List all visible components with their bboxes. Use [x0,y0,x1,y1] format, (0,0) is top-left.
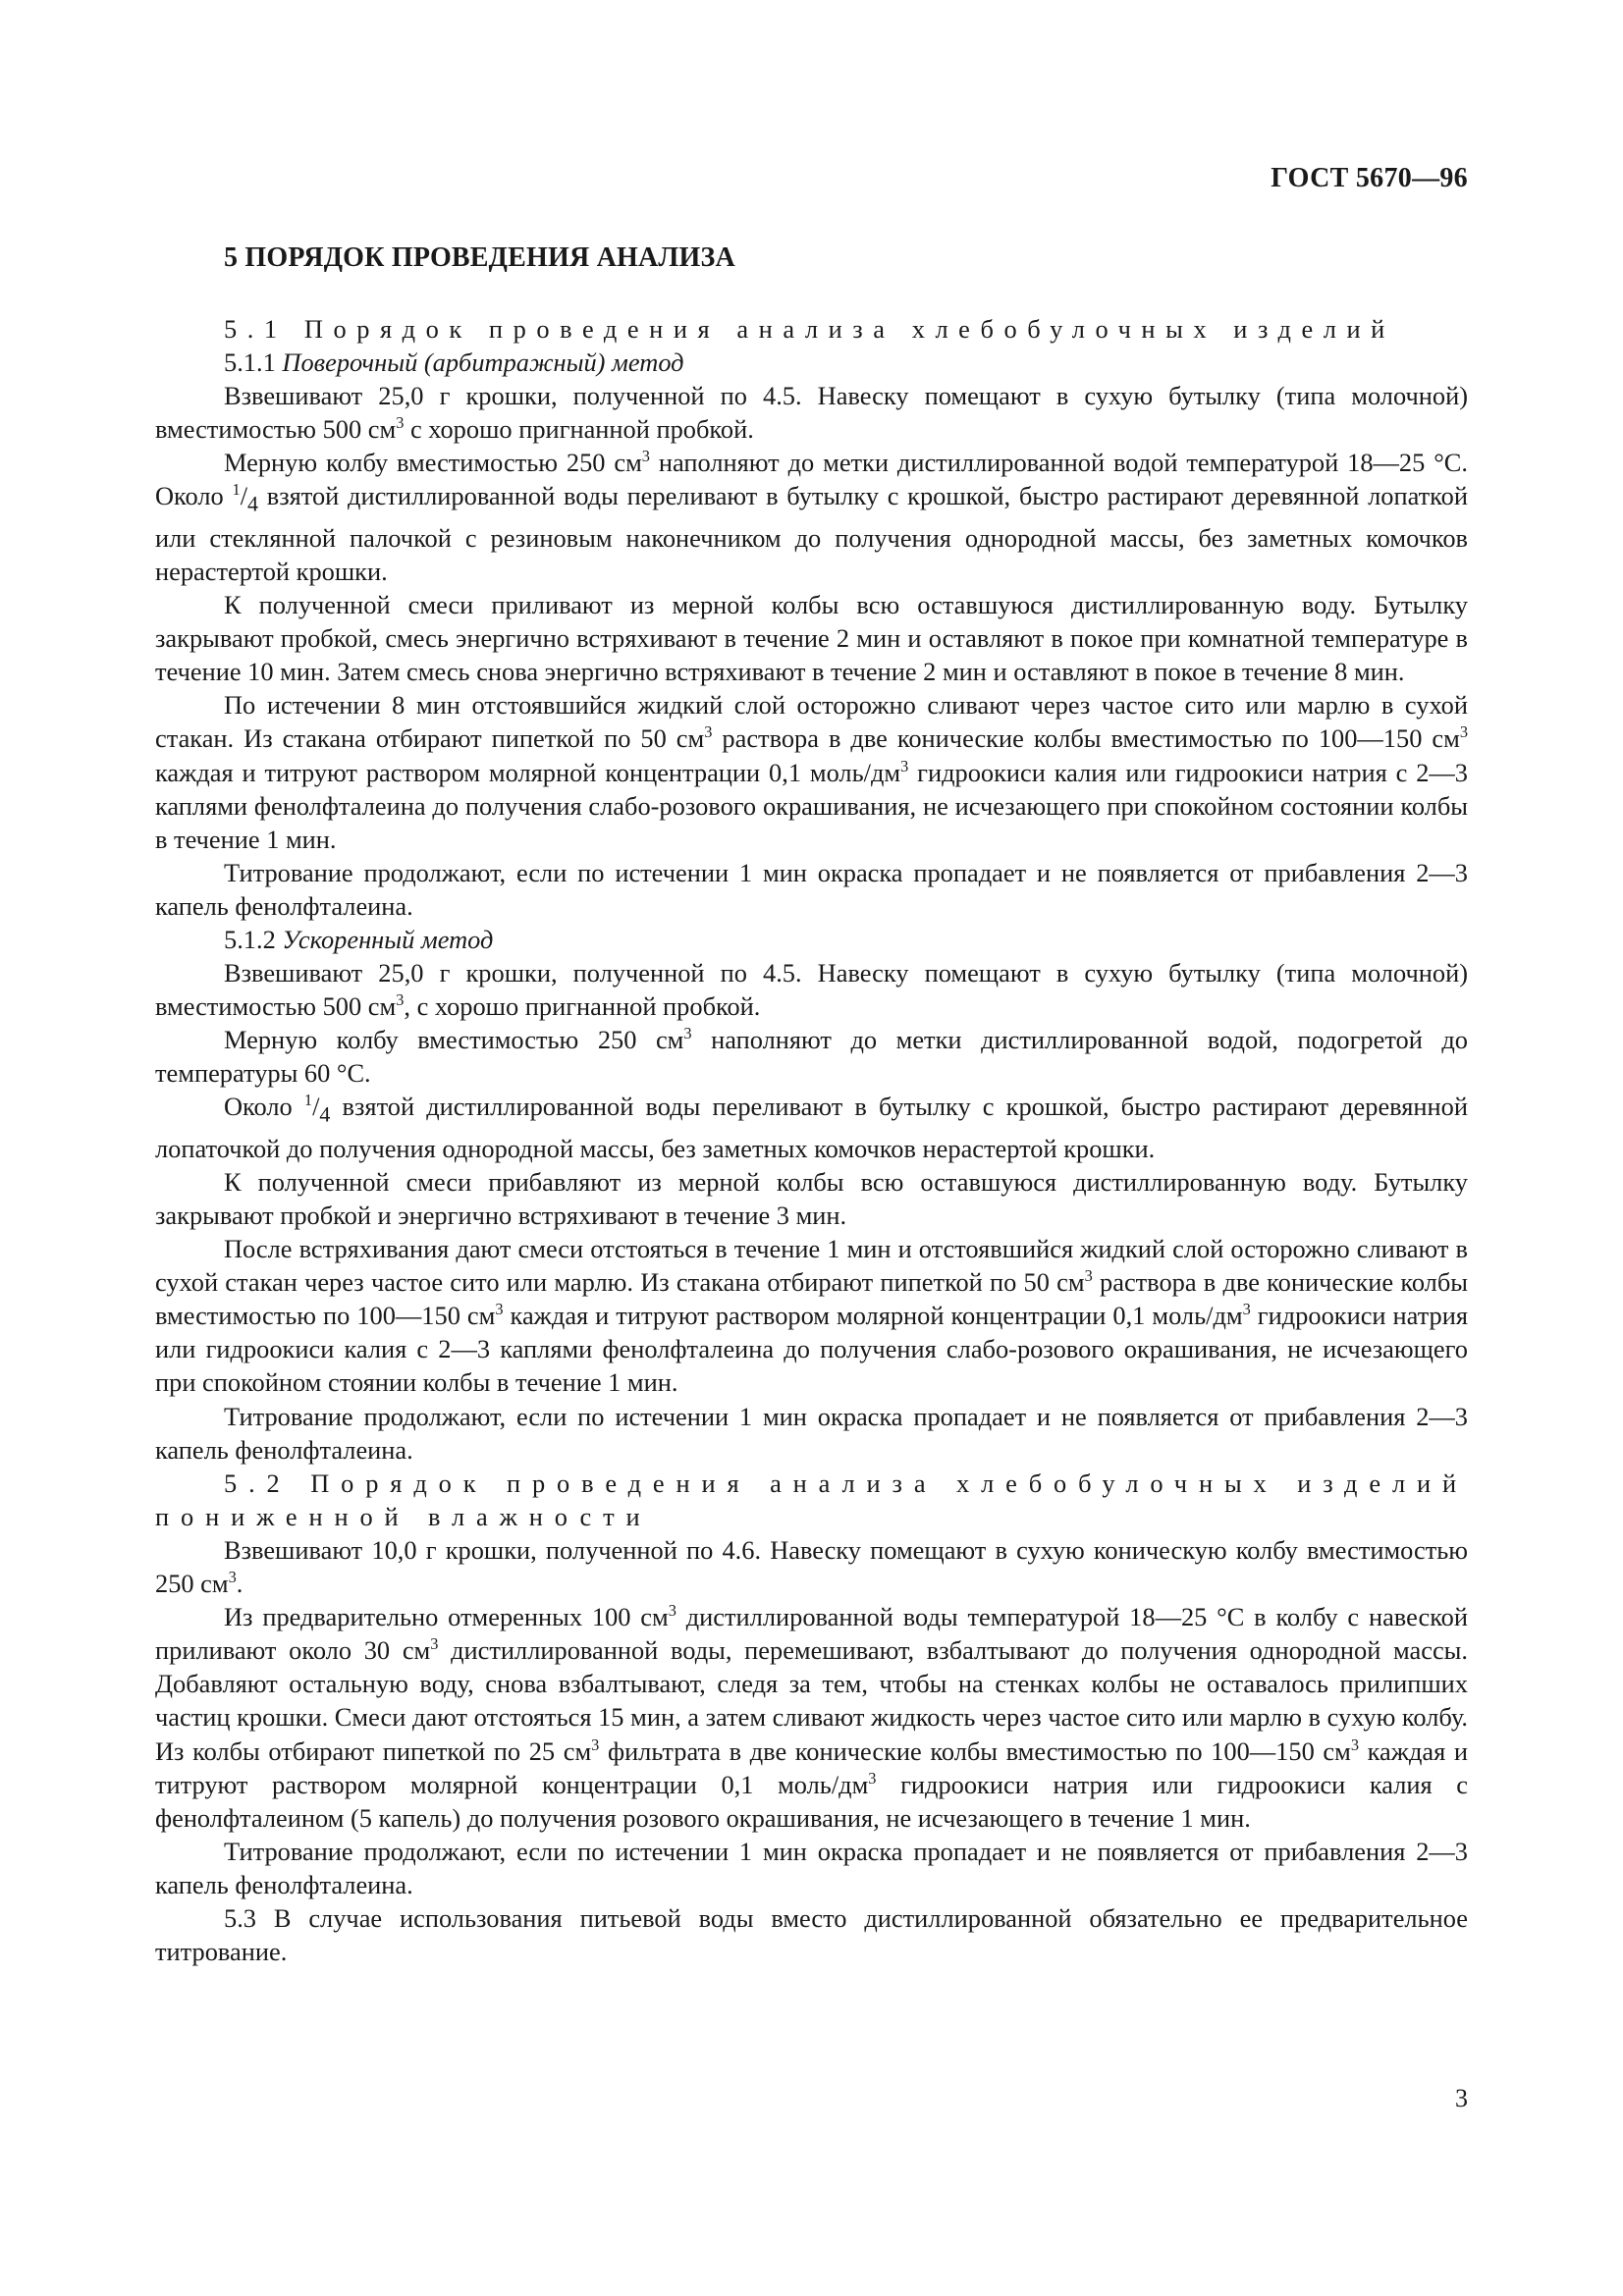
paragraph: Взвешивают 25,0 г крошки, полученной по 4.5. Навеску помещают в сухую бутылку (типа молочной) вместимостью 500 $см^3$ с хорошо пригнанной пробкой. [155,381,1468,445]
paragraph: Мерную колбу вместимостью 250 $см^3$ наполняют до метки дистиллированной водой температурой 18—25 °С. Около $^1/_4$ взятой дистиллированной воды переливают в бутылку с крошкой, быстро растирают деревянной лопаткой или стеклянной палочкой с резиновым наконечником до получения однородной массы, без заметных комочков нерастертой крошки. [155,447,1468,586]
paragraph: Взвешивают 25,0 г крошки, полученной по 4.5. Навеску помещают в сухую бутылку (типа молочной) вместимостью 500 $см^3$, с хорошо пригнанной пробкой. [155,958,1468,1022]
paragraph: 5.2 Порядок проведения анализа хлебобулочных изделий пониженной влажности [155,1468,1468,1531]
paragraph: 5.1 Порядок проведения анализа хлебобулочных изделий [224,314,1395,344]
paragraph: 5.1.2 Ускоренный метод [224,924,494,954]
paragraph: Из предварительно отмеренных 100 $см^3$ дистиллированной воды температурой 18—25 °С в колбу с навеской приливают около 30 $см^3$ дистиллированной воды, перемешивают, взбалтывают до получения однородной массы. Добавляют остальную воду, снова взбалтывают, следя за тем, чтобы на стенках колбы не оставалось прилипших частиц крошки. Смеси дают отстояться 15 мин, а затем сливают жидкость через частое сито или марлю в сухую колбу. Из колбы отбирают пипеткой по 25 $см^3$ фильтрата в две конические колбы вместимостью по 100—150 $см^3$ каждая и титруют раствором молярной концентрации 0,1 моль/$дм^3$ гидроокиси натрия или гидроокиси калия с фенолфталеином (5 капель) до получения розового окрашивания, не исчезающего в течение 1 мин. [155,1600,1469,1833]
paragraph: 5.3 В случае использования питьевой воды вместо дистиллированной обязательно ее предварительное титрование. [155,1902,1468,1967]
paragraph: Титрование продолжают, если по истечении 1 мин окраска пропадает и не появляется от прибавления 2—3 капель фенолфталеина. [155,857,1468,921]
paragraph: К полученной смеси прибавляют из мерной колбы всю оставшуюся дистиллированную воду. Бутылку закрывают пробкой и энергично встряхивают в течение 3 мин. [155,1166,1468,1230]
paragraph: К полученной смеси приливают из мерной колбы всю оставшуюся дистиллированную воду. Бутылку закрывают пробкой, смесь энергично встряхивают в течение 2 мин и оставляют в покое при комнатной температуре в течение 10 мин. Затем смесь снова энергично встряхивают в течение 2 мин и оставляют в покое в течение 8 мин. [155,590,1468,687]
paragraph: После встряхивания дают смеси отстояться в течение 1 мин и отстоявшийся жидкий слой осторожно сливают в сухой стакан через частое сито или марлю. Из стакана отбирают пипеткой по 50 $см^3$ раствора в две конические колбы вместимостью по 100—150 $см^3$ каждая и титруют раствором молярной концентрации 0,1 моль/$дм^3$ гидроокиси натрия или гидроокиси калия с 2—3 каплями фенолфталеина до получения слабо-розового окрашивания, не исчезающего при спокойном стоянии колбы в течение 1 мин. [155,1234,1469,1398]
paragraph: Около $^1/_4$ взятой дистиллированной воды переливают в бутылку с крошкой, быстро растирают деревянной лопаточкой до получения однородной массы, без заметных комочков нерастертой крошки. [155,1091,1468,1163]
paragraph: Титрование продолжают, если по истечении 1 мин окраска пропадает и не появляется от прибавления 2—3 капель фенолфталеина. [155,1836,1468,1899]
paragraph: Мерную колбу вместимостью 250 $см^3$ наполняют до метки дистиллированной водой, подогретой до температуры 60 °С. [155,1024,1468,1089]
document-body [155,312,1468,1968]
paragraph: 5.1.1 Поверочный (арбитражный) метод [224,347,684,378]
page-number: 3 [1455,2084,1468,2112]
paragraph: Титрование продолжают, если по истечении 1 мин окраска пропадает и не появляется от прибавления 2—3 капель фенолфталеина. [155,1401,1468,1465]
document-code: ГОСТ 5670—96 [1271,163,1468,193]
paragraph: Взвешивают 10,0 г крошки, полученной по 4.6. Навеску помещают в сухую коническую колбу вместимостью 250 $см^3$. [155,1534,1468,1599]
section-title: 5 ПОРЯДОК ПРОВЕДЕНИЯ АНАЛИЗА [224,242,735,273]
paragraph: По истечении 8 мин отстоявшийся жидкий слой осторожно сливают через частое сито или марлю в сухой стакан. Из стакана отбирают пипеткой по 50 $см^3$ раствора в две конические колбы вместимостью по 100—150 $см^3$ каждая и титруют раствором молярной концентрации 0,1 моль/$дм^3$ гидроокиси калия или гидроокиси натрия с 2—3 каплями фенолфталеина до получения слабо-розового окрашивания, не исчезающего при спокойном состоянии колбы в течение 1 мин. [155,690,1469,854]
